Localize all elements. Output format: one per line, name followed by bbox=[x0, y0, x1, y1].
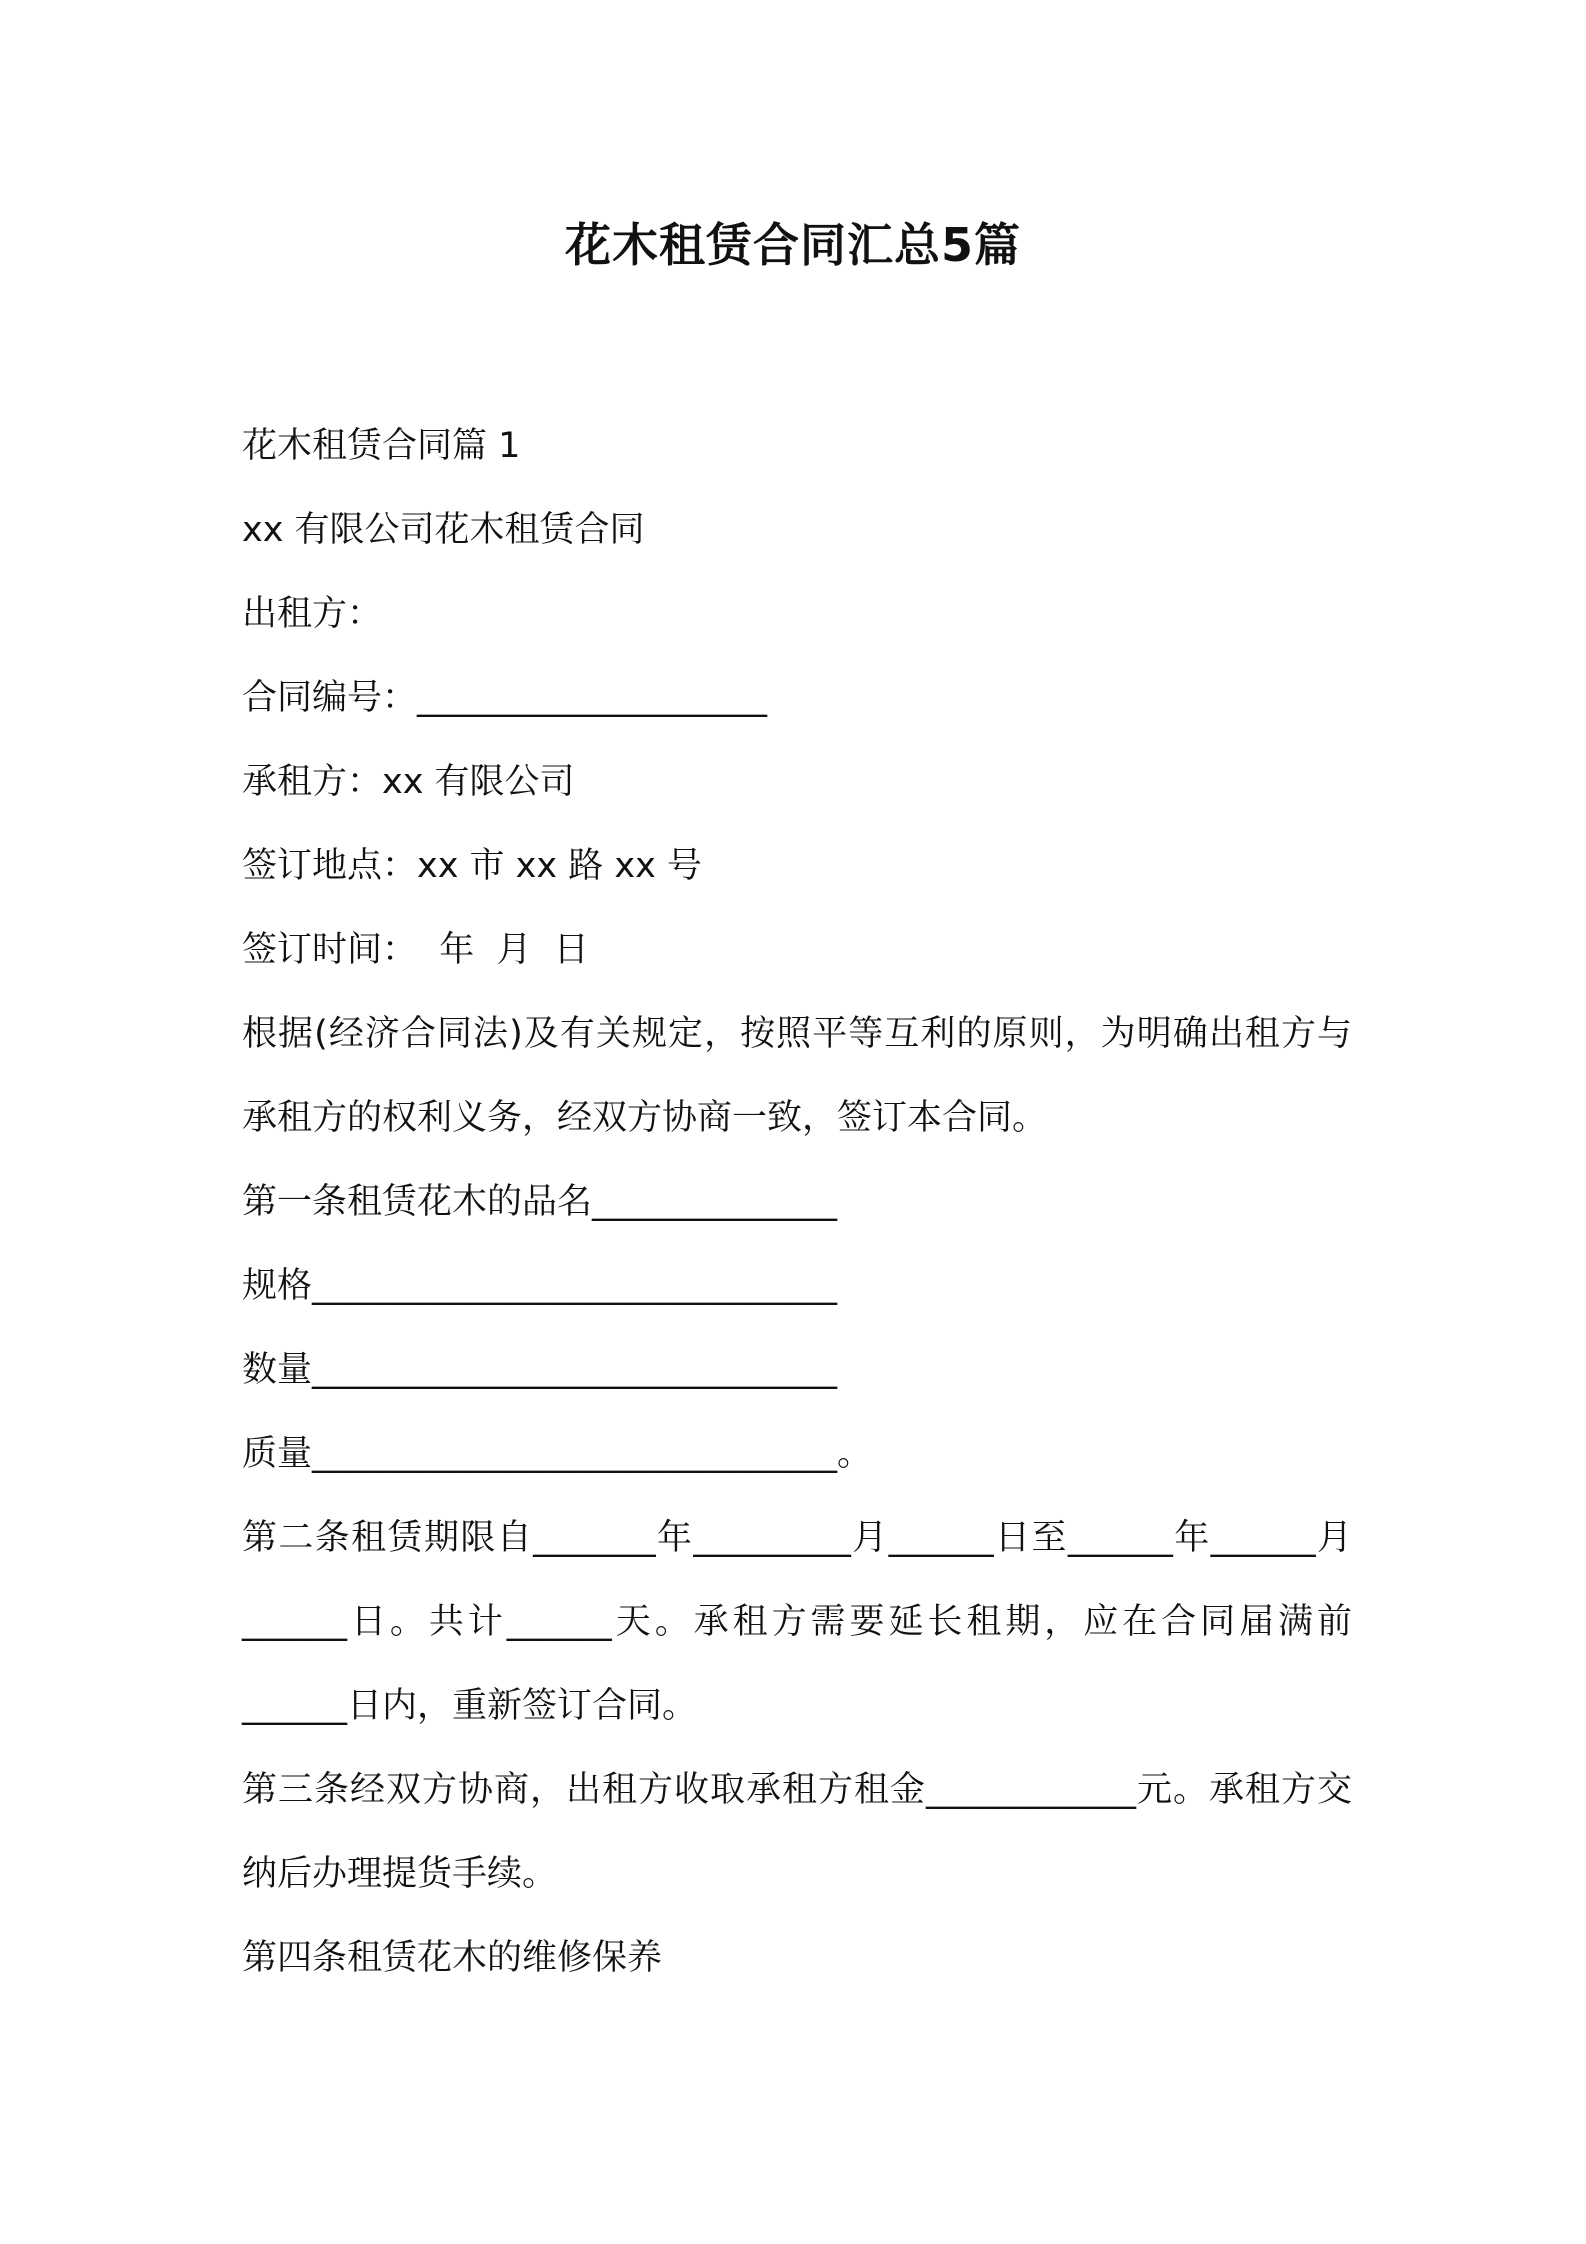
article3-paragraph: 第三条经双方协商，出租方收取承租方租金____________元。承租方交纳后办理提货手续。 bbox=[242, 1770, 1352, 1894]
article2-paragraph: 第二条租赁期限自_______年_________月______日至______年______月______日。共计______天。承租方需要延长租期，应在合同届满前______日内，重新签订合同。 bbox=[242, 1518, 1352, 1726]
section-heading: 花木租赁合同篇 1 bbox=[242, 426, 521, 466]
signing-date-line: 签订时间： 年 月 日 bbox=[242, 930, 589, 970]
document-body bbox=[242, 404, 1352, 2000]
article1-item-name: 第一条租赁花木的品名______________ bbox=[242, 1182, 838, 1222]
lessee-line: 承租方：xx 有限公司 bbox=[242, 762, 575, 802]
intro-paragraph: 根据(经济合同法)及有关规定，按照平等互利的原则，为明确出租方与承租方的权利义务，经双方协商一致，签订本合同。 bbox=[242, 1014, 1352, 1138]
lessor-line: 出租方： bbox=[242, 594, 383, 634]
document-title: 花木租赁合同汇总5篇 bbox=[564, 218, 1021, 272]
article4-heading: 第四条租赁花木的维修保养 bbox=[242, 1938, 663, 1978]
article1-spec: 规格______________________________ bbox=[242, 1266, 838, 1306]
signing-place-line: 签订地点：xx 市 xx 路 xx 号 bbox=[242, 846, 702, 886]
article1-quality: 质量______________________________。 bbox=[242, 1434, 873, 1474]
contract-number-line: 合同编号：____________________ bbox=[242, 678, 768, 718]
contract-name: xx 有限公司花木租赁合同 bbox=[242, 510, 645, 550]
article1-quantity: 数量______________________________ bbox=[242, 1350, 838, 1390]
